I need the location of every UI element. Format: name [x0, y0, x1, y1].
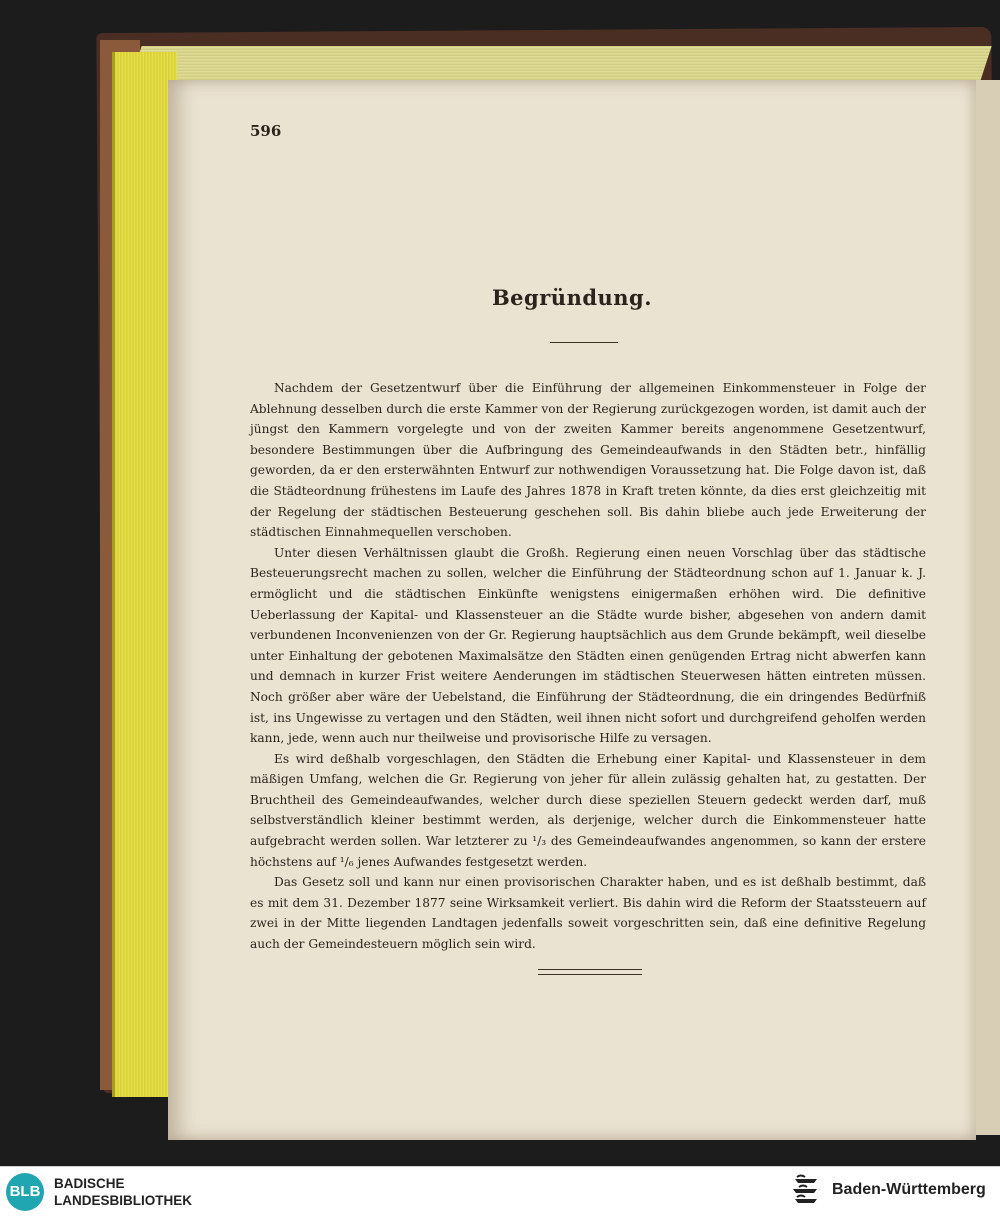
paragraph: Es wird deßhalb vorgeschlagen, den Städten die Erhebung einer Kapital- und Klassensteuer in dem mäßigen Umfang, welchen die Gr. Regierung von jeher für allein zulässig gehalten hat, zu gestatten. Der Bruchtheil des Gemeindeaufwandes, welcher durch diese speziellen Steuern gedeckt werden darf, muß selbstverständlich kleiner bestimmt werden, als derjenige, welcher durch die Einkommensteuer hatte aufgebracht werden sollen. War letzterer zu ¹/₃ des Gemeindeaufwandes angenommen, so kann der erstere höchstens auf ¹/₆ jenes Aufwandes festgesetzt werden. [250, 751, 926, 869]
paragraph: Das Gesetz soll und kann nur einen provisorischen Charakter haben, und es ist deßhalb bestimmt, daß es mit dem 31. Dezember 1877 seine Wirksamkeit verliert. Bis dahin wird die Reform der Staatssteuern auf zwei in der Mitte liegenden Landtagen jedenfalls soweit vorgeschritten sein, daß eine definitive Regelung auch der Gemeindesteuern möglich sein wird. [250, 875, 926, 952]
library-name[interactable] [54, 1175, 192, 1209]
page-top-edges [130, 46, 992, 82]
page-title: Begründung. [491, 285, 653, 310]
baden-wuerttemberg-lions-icon [791, 1173, 823, 1213]
state-logo-text[interactable]: Baden-Württemberg [832, 1181, 986, 1198]
paragraph: Unter diesen Verhältnissen glaubt die Großh. Regierung einen neuen Vorschlag über das städtische Besteuerungsrecht machen zu sollen, welcher die Einführung der Städteordnung schon auf 1. Januar k. J. ermöglicht und die städtischen Einkünfte wenigstens einigermaßen erhöhen wird. Die definitive Ueberlassung der Kapital- und Klassensteuer an die Städte wurde bisher, abgesehen von andern damit verbundenen Inconvenienzen von der Gr. Regierung hauptsächlich aus dem Grunde bekämpft, weil dieselbe unter Einhaltung der gebotenen Maximalsätze den Städten einen genügenden Ertrag nicht abwerfen kann und demnach in kurzer Frist weitere Aenderungen im städtischen Steuerwesen hätten eintreten müssen. Noch größer aber wäre der Uebelstand, die Einführung der Städteordnung, die ein dringendes Bedürfniß ist, ins Ungewisse zu vertagen und den Städten, weil ihnen nicht sofort und durchgreifend geholfen werden kann, jede, wenn auch nur theilweise und provisorische Hilfe zu versagen. [250, 545, 926, 746]
book-page [168, 80, 976, 1140]
footer-bar [0, 1166, 1000, 1217]
end-rule [538, 969, 642, 975]
library-name-line2: LANDESBIBLIOTHEK [54, 1193, 192, 1208]
facing-page-edge [972, 80, 1000, 1135]
body-text [250, 378, 926, 955]
page-number: 596 [250, 122, 282, 140]
paragraph: Nachdem der Gesetzentwurf über die Einführung der allgemeinen Einkommensteuer in Folge der Ablehnung desselben durch die erste Kammer von der Regierung zurückgezogen worden, ist damit auch der jüngst den Kammern vorgelegte und von der zweiten Kammer bereits angenommene Gesetzentwurf, besondere Bestimmungen über die Aufbringung des Gemeindeaufwands in den Städten betr., hinfällig geworden, da er den ersterwähnten Entwurf zur nothwendigen Voraussetzung hat. Die Folge davon ist, daß die Städteordnung frühestens im Laufe des Jahres 1878 in Kraft treten könnte, da dies erst gleichzeitig mit der Regelung der städtischen Besteuerung geschehen soll. Bis dahin bliebe auch jede Erweiterung der städtischen Einnahmequellen verschoben. [250, 381, 926, 540]
library-name-line1: BADISCHE [54, 1176, 125, 1191]
title-rule [550, 342, 618, 343]
blb-logo-icon[interactable]: BLB [6, 1173, 44, 1211]
